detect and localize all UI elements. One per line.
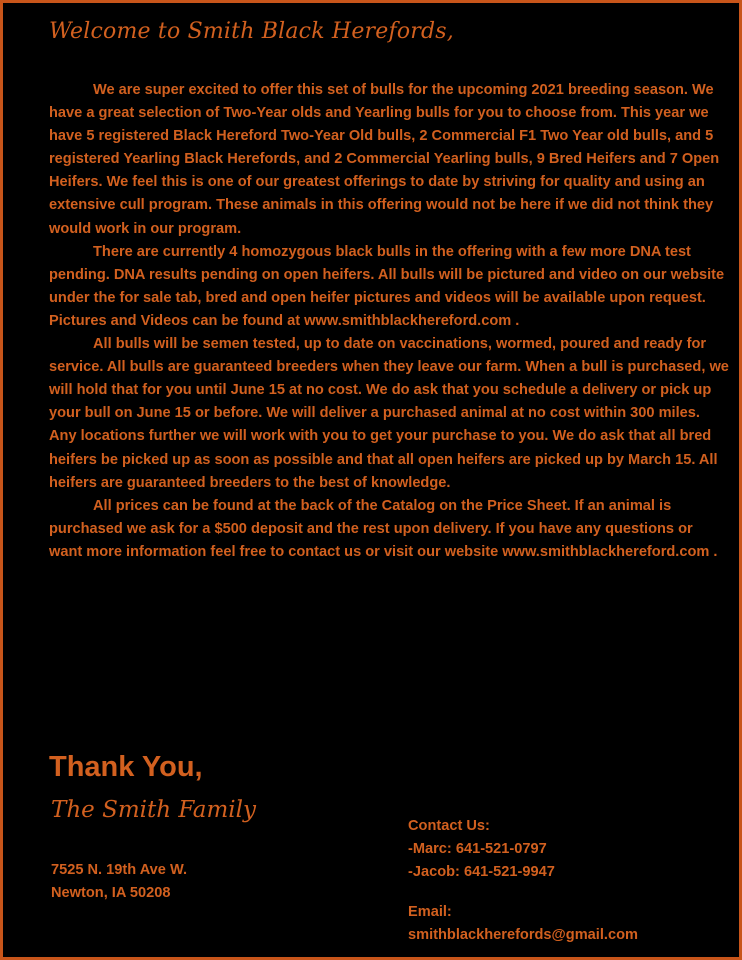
address-line-1: 7525 N. 19th Ave W.: [51, 862, 187, 878]
thank-you-text: Thank You,: [49, 751, 203, 783]
paragraph-bulls-offering: We are super excited to offer this set of bulls for the upcoming 2021 breeding season. We have a great selection of Two-Year olds and Yearling bulls for you to choose from. This year we have 5 registered Black Hereford Two-Year Old bulls, 2 Commercial F1 Two Year old bulls, and 5 registered Yearling Black Herefords, and 2 Commercial Yearling bulls, 9 Bred Heifers and 7 Open Heifers. We feel this is one of our greatest offerings to date by striving for quality and using an extensive cull program. These animals in this offering would not be here if we did not think they would work in our program.: [49, 82, 720, 237]
paragraph-prices: All prices can be found at the back of the Catalog on the Price Sheet. If an animal is purchased we ask for a $500 deposit and the rest upon delivery. If you have any questions or want more information feel free to contact us or visit our website www.smithblackhereford.com .: [49, 497, 718, 560]
family-signature: The Smith Family: [51, 797, 256, 823]
contact-block: [408, 815, 555, 884]
email-label: Email:: [408, 904, 452, 920]
contact-jacob-phone: -Jacob: 641-521-9947: [408, 864, 555, 880]
body-text: [49, 79, 729, 564]
address-line-2: Newton, IA 50208: [51, 885, 171, 901]
paragraph-guarantee-delivery: All bulls will be semen tested, up to date on vaccinations, wormed, poured and ready for service. All bulls are guaranteed breeders when they leave our farm. When a bull is purchased, we will hold that for you until June 15 at no cost. We do ask that you schedule a delivery or pick up your bull on June 15 or before. We will deliver a purchased animal at no cost within 300 miles. Any locations further we will work with you to get your purchase to you. We do ask that all bred heifers be picked up as soon as possible and that all open heifers are picked up by March 15. All heifers are guaranteed breeders to the best of knowledge.: [49, 336, 729, 491]
contact-marc-phone: -Marc: 641-521-0797: [408, 841, 547, 857]
paragraph-dna-testing: There are currently 4 homozygous black bulls in the offering with a few more DNA test pending. DNA results pending on open heifers. All bulls will be pictured and video on our website under the for sale tab, bred and open heifer pictures and videos will be available upon request. Pictures and Videos can be found at www.smithblackhereford.com .: [49, 243, 725, 329]
email-address: smithblackherefords@gmail.com: [408, 927, 638, 943]
mailing-address: [51, 859, 187, 905]
welcome-heading: Welcome to Smith Black Herefords,: [49, 19, 454, 44]
email-block: [408, 901, 638, 947]
contact-label: Contact Us:: [408, 818, 490, 834]
